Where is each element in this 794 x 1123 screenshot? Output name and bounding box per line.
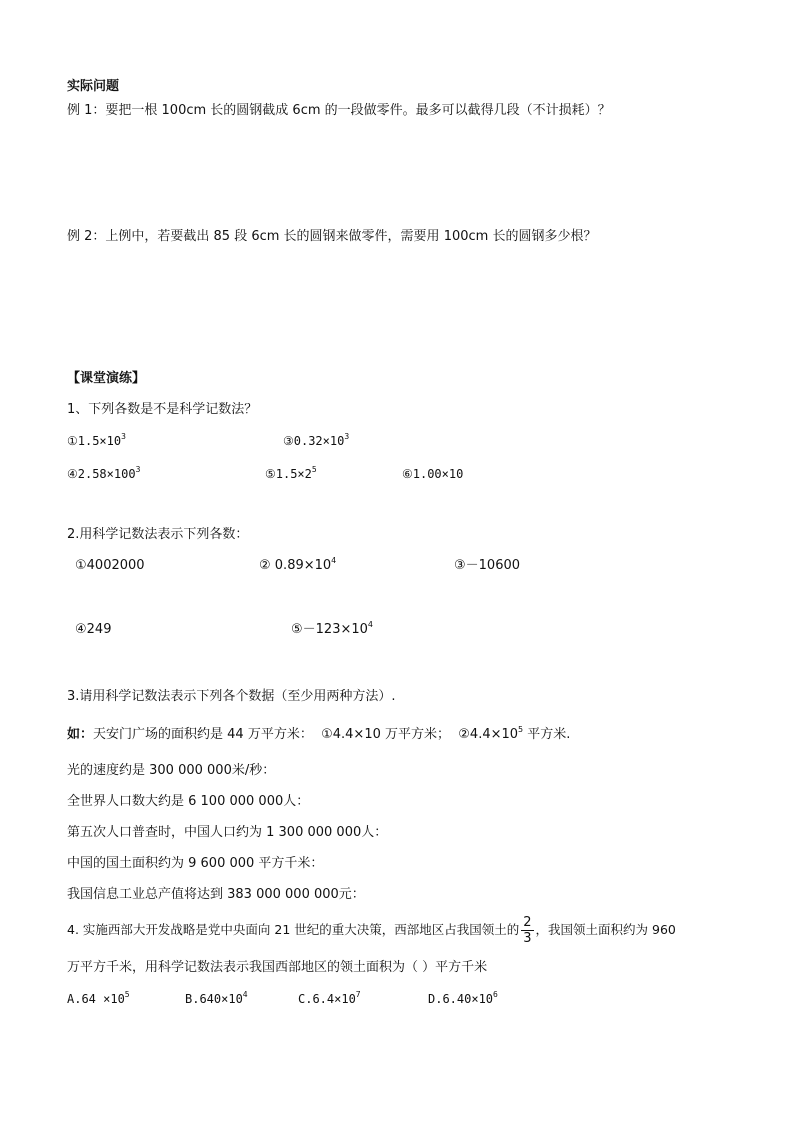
q1-title: 1、下列各数是不是科学记数法？ [67,402,258,417]
q3-line: 光的速度约是 300 000 000米/秒： [67,763,276,778]
q1-item: $⑤1.5\times 2^5$ [265,465,317,481]
section-title-class-practice: 【课堂演练】 [67,371,146,386]
section-title-practical: 实际问题 [67,79,120,94]
example-1: 例 1：要把一根 100cm 长的圆钢截成 6cm 的一段做零件。最多可以截得几段（不计损耗）？ [67,103,611,118]
q4-option: $A.64 \times 10^5$ [67,990,130,1006]
q3-line: 我国信息工业总产值将达到 383 000 000 000元： [67,887,365,902]
fraction: $\frac{2}{3}$ [523,915,532,946]
q1-item: $①1.5\times 10^3$ [67,432,126,448]
q3-example: 如：天安门广场的面积约是 44 万平方米： ①4.4×10 万平方米； $②4.4\times 10^5$ 平方米. [67,725,571,742]
q4-line-1: 4. 实施西部大开发战略是党中央面向 21 世纪的重大决策，西部地区占我国领土的 $\frac{2}{3}$ ，我国领土面积约为 960 [67,915,676,946]
q3-line: 中国的国土面积约为 9 600 000 平方千米： [67,856,324,871]
q3-line: 全世界人口数大约是 6 100 000 000人： [67,794,310,809]
q2-item: ③－10600 [454,558,521,573]
q4-line-2: 万平方千米，用科学记数法表示我国西部地区的领土面积为（ ）平方千米 [67,960,488,975]
example-2: 例 2：上例中，若要截出 85 段 6cm 长的圆钢来做零件，需要用 100cm 长的圆钢多少根？ [67,229,597,244]
q2-item: ①4002000 [75,558,145,573]
q3-line: 第五次人口普查时，中国人口约为 1 300 000 000人： [67,825,388,840]
q2-item: $⑤-123\times 10^4$ [291,620,373,637]
q1-item: $③0.32\times 10^3$ [283,432,350,448]
q1-item: $④2.58\times 100^3$ [67,465,141,481]
q4-option: $B.640\times 10^4$ [185,990,248,1006]
q2-item: ④249 [75,622,112,637]
q3-title: 3.请用科学记数法表示下列各个数据（至少用两种方法）. [67,689,396,704]
q4-option: $D.6.40\times 10^6$ [428,990,498,1006]
q4-option: $C.6.4\times 10^7$ [298,990,361,1006]
q2-item: ② $0.89\times 10^4$ [259,556,337,573]
q2-title: 2.用科学记数法表示下列各数： [67,527,249,542]
q1-item: ⑥1.00×10 [402,467,464,481]
